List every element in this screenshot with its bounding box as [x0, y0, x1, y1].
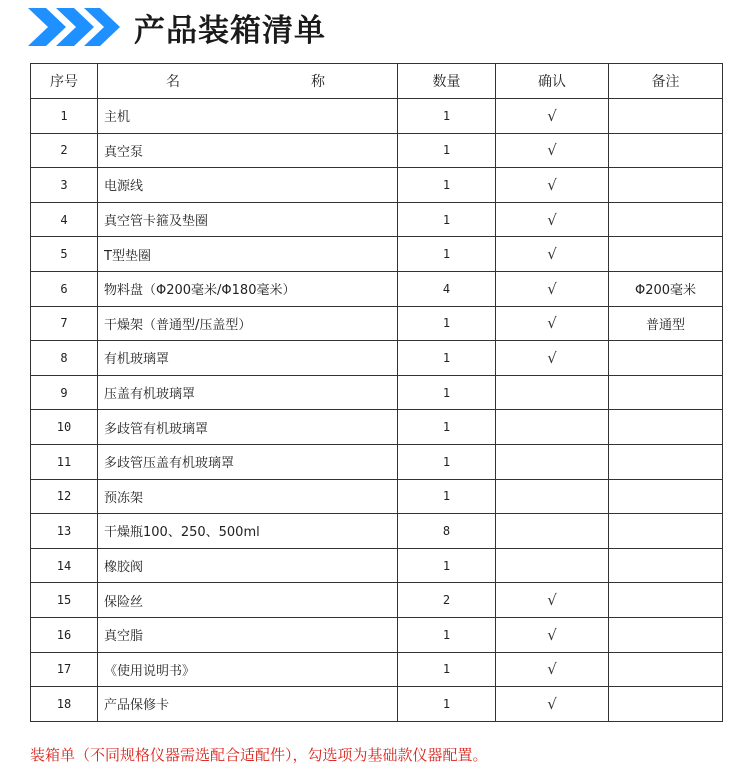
table-body — [31, 99, 723, 722]
cell-note — [609, 617, 723, 652]
table-row — [31, 687, 723, 722]
cell-qty: 1 — [398, 479, 496, 514]
cell-no: 17 — [31, 652, 98, 687]
table-row — [31, 617, 723, 652]
table-row — [31, 133, 723, 168]
cell-name: 真空脂 — [98, 617, 398, 652]
table-row — [31, 410, 723, 445]
cell-confirm-check — [496, 479, 609, 514]
cell-name: 真空泵 — [98, 133, 398, 168]
table-row — [31, 168, 723, 203]
cell-name: 《使用说明书》 — [98, 652, 398, 687]
table-row — [31, 444, 723, 479]
cell-qty: 1 — [398, 306, 496, 341]
header-confirm: 确认 — [496, 64, 609, 99]
cell-note — [609, 168, 723, 203]
cell-no: 11 — [31, 444, 98, 479]
cell-note — [609, 548, 723, 583]
cell-no: 7 — [31, 306, 98, 341]
cell-qty: 1 — [398, 237, 496, 272]
cell-name: 多歧管有机玻璃罩 — [98, 410, 398, 445]
cell-confirm-check: √ — [496, 306, 609, 341]
packing-list-table — [30, 63, 723, 722]
table-row — [31, 514, 723, 549]
page-header — [26, 4, 326, 50]
header-name-right: 称 — [311, 74, 325, 90]
cell-no: 3 — [31, 168, 98, 203]
table-row — [31, 99, 723, 134]
cell-name: T型垫圈 — [98, 237, 398, 272]
cell-note — [609, 202, 723, 237]
cell-name: 有机玻璃罩 — [98, 341, 398, 376]
cell-name: 压盖有机玻璃罩 — [98, 375, 398, 410]
table-header-row — [31, 64, 723, 99]
cell-note — [609, 341, 723, 376]
cell-note: Φ200毫米 — [609, 271, 723, 306]
cell-no: 4 — [31, 202, 98, 237]
cell-qty: 1 — [398, 617, 496, 652]
cell-name: 电源线 — [98, 168, 398, 203]
cell-note — [609, 237, 723, 272]
cell-note — [609, 479, 723, 514]
cell-confirm-check — [496, 375, 609, 410]
cell-confirm-check: √ — [496, 271, 609, 306]
cell-no: 2 — [31, 133, 98, 168]
cell-no: 9 — [31, 375, 98, 410]
table-row — [31, 202, 723, 237]
cell-name: 干燥瓶100、250、500ml — [98, 514, 398, 549]
cell-note: 普通型 — [609, 306, 723, 341]
header-note: 备注 — [609, 64, 723, 99]
cell-qty: 1 — [398, 444, 496, 479]
cell-note — [609, 583, 723, 618]
cell-name: 橡胶阀 — [98, 548, 398, 583]
cell-qty: 1 — [398, 168, 496, 203]
cell-confirm-check: √ — [496, 133, 609, 168]
cell-confirm-check: √ — [496, 99, 609, 134]
cell-confirm-check: √ — [496, 652, 609, 687]
cell-qty: 1 — [398, 341, 496, 376]
cell-qty: 1 — [398, 99, 496, 134]
cell-no: 8 — [31, 341, 98, 376]
cell-note — [609, 99, 723, 134]
footnote: 装箱单（不同规格仪器需选配合适配件），勾选项为基础款仪器配置。 — [30, 746, 488, 764]
cell-note — [609, 652, 723, 687]
table-row — [31, 271, 723, 306]
page-title: 产品装箱清单 — [134, 12, 326, 49]
table-row — [31, 375, 723, 410]
cell-name: 产品保修卡 — [98, 687, 398, 722]
cell-confirm-check — [496, 410, 609, 445]
cell-no: 14 — [31, 548, 98, 583]
table-row — [31, 479, 723, 514]
cell-no: 6 — [31, 271, 98, 306]
header-qty: 数量 — [398, 64, 496, 99]
cell-qty: 1 — [398, 133, 496, 168]
cell-name: 预冻架 — [98, 479, 398, 514]
cell-note — [609, 410, 723, 445]
cell-qty: 2 — [398, 583, 496, 618]
cell-qty: 4 — [398, 271, 496, 306]
cell-no: 18 — [31, 687, 98, 722]
cell-confirm-check: √ — [496, 687, 609, 722]
cell-confirm-check: √ — [496, 168, 609, 203]
table-row — [31, 583, 723, 618]
cell-no: 12 — [31, 479, 98, 514]
cell-qty: 1 — [398, 687, 496, 722]
cell-name: 干燥架（普通型/压盖型） — [98, 306, 398, 341]
cell-qty: 1 — [398, 375, 496, 410]
cell-note — [609, 133, 723, 168]
header-no: 序号 — [31, 64, 98, 99]
cell-confirm-check — [496, 548, 609, 583]
cell-name: 真空管卡箍及垫圈 — [98, 202, 398, 237]
cell-name: 保险丝 — [98, 583, 398, 618]
header-name-left: 名 — [166, 74, 180, 90]
cell-qty: 8 — [398, 514, 496, 549]
table-row — [31, 306, 723, 341]
header-name — [98, 64, 398, 99]
cell-note — [609, 375, 723, 410]
cell-no: 16 — [31, 617, 98, 652]
cell-confirm-check — [496, 514, 609, 549]
cell-confirm-check: √ — [496, 617, 609, 652]
cell-name: 物料盘（Φ200毫米/Φ180毫米） — [98, 271, 398, 306]
cell-qty: 1 — [398, 652, 496, 687]
cell-confirm-check: √ — [496, 583, 609, 618]
cell-confirm-check: √ — [496, 341, 609, 376]
double-chevron-right-icon — [26, 6, 122, 48]
cell-confirm-check: √ — [496, 202, 609, 237]
table-row — [31, 548, 723, 583]
cell-no: 1 — [31, 99, 98, 134]
cell-qty: 1 — [398, 202, 496, 237]
table-row — [31, 237, 723, 272]
cell-qty: 1 — [398, 410, 496, 445]
cell-no: 5 — [31, 237, 98, 272]
cell-confirm-check: √ — [496, 237, 609, 272]
cell-confirm-check — [496, 444, 609, 479]
cell-name: 主机 — [98, 99, 398, 134]
cell-name: 多歧管压盖有机玻璃罩 — [98, 444, 398, 479]
cell-no: 15 — [31, 583, 98, 618]
cell-no: 10 — [31, 410, 98, 445]
cell-no: 13 — [31, 514, 98, 549]
cell-qty: 1 — [398, 548, 496, 583]
cell-note — [609, 514, 723, 549]
table-row — [31, 341, 723, 376]
table-row — [31, 652, 723, 687]
cell-note — [609, 444, 723, 479]
cell-note — [609, 687, 723, 722]
